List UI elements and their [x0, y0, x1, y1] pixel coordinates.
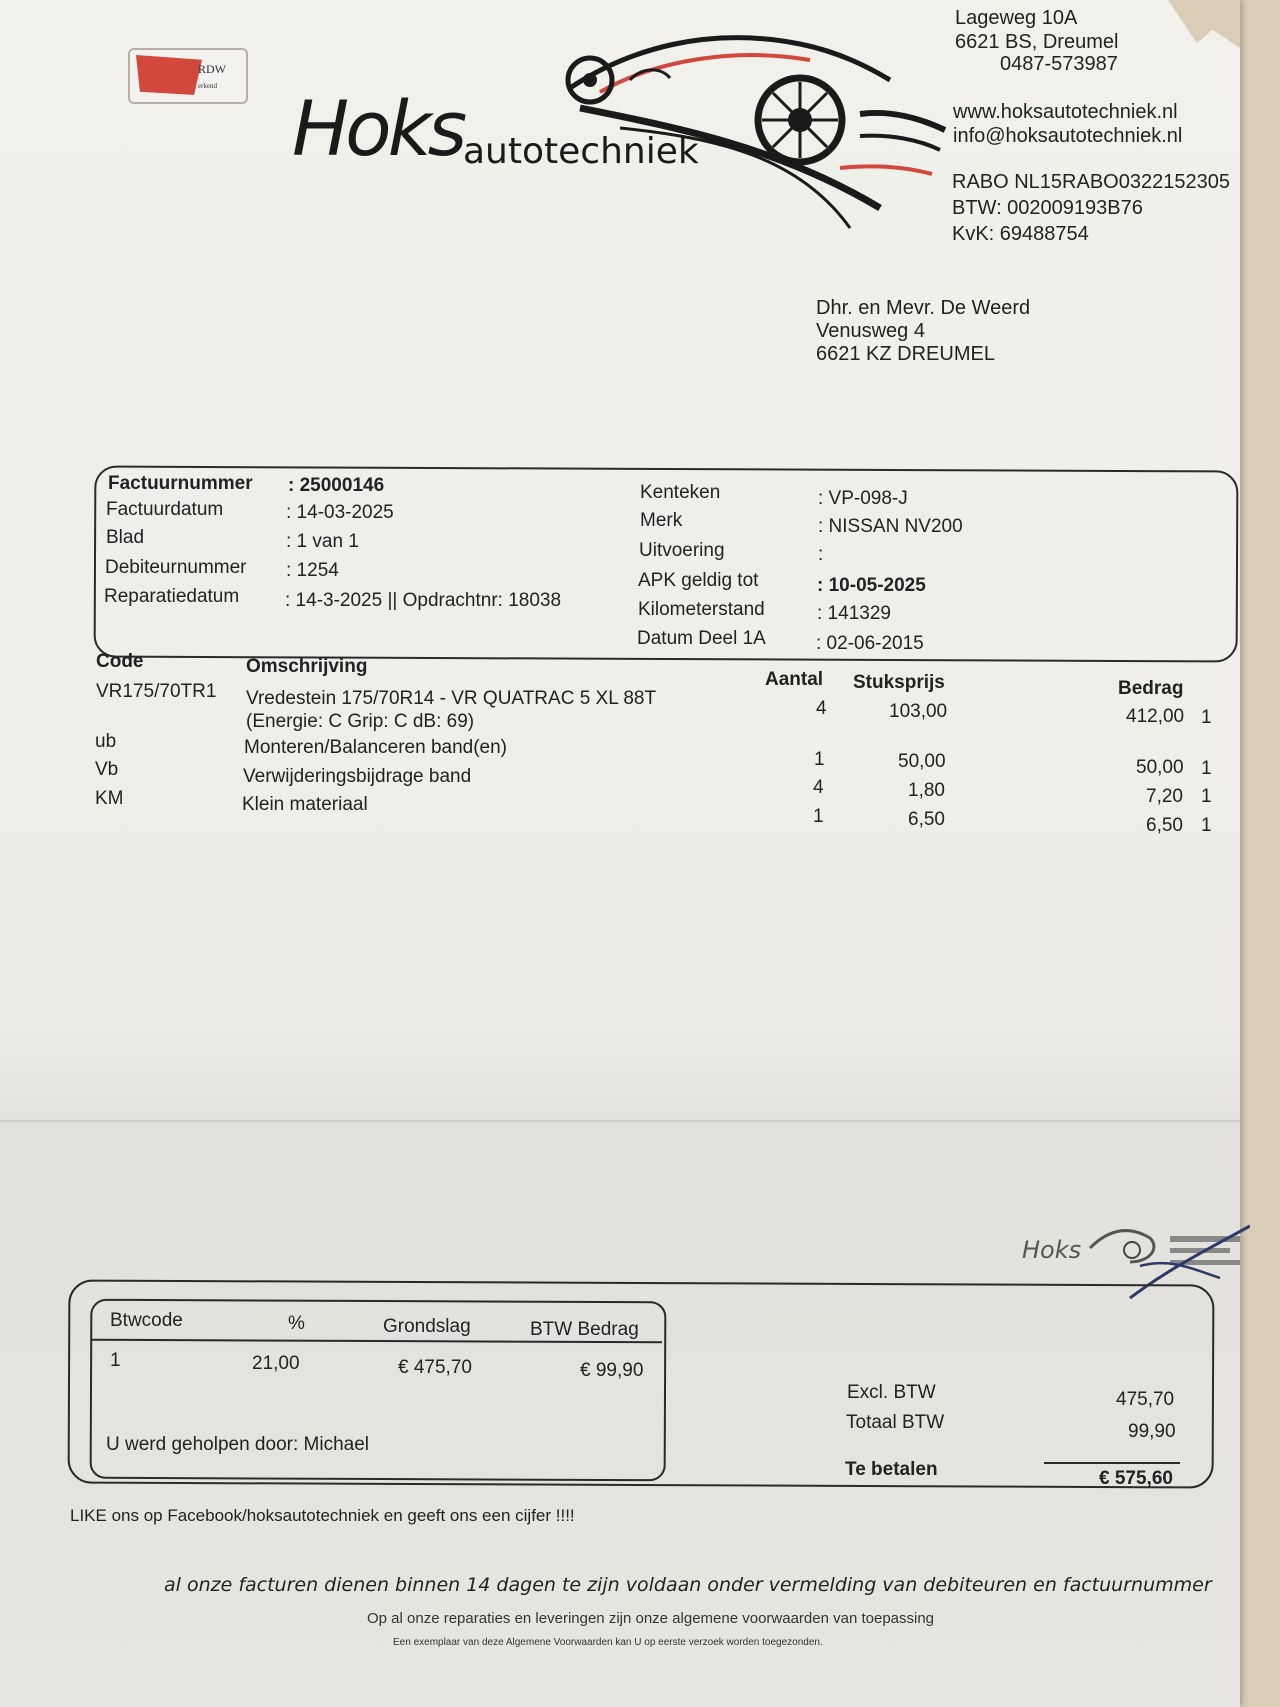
registration-date-value: : 02-06-2015 — [816, 633, 924, 654]
company-btw: BTW: 002009193B76 — [952, 197, 1143, 219]
general-terms: Op al onze reparaties en leveringen zijn onze algemene voorwaarden van toepassing — [367, 1610, 935, 1627]
brand-value: : NISSAN NV200 — [818, 516, 963, 537]
excl-vat-label: Excl. BTW — [847, 1382, 936, 1403]
item-amount: 50,00 — [1136, 757, 1184, 778]
item-description-extra: (Energie: C Grip: C dB: 69) — [246, 711, 475, 732]
vat-header-pct: % — [288, 1313, 305, 1334]
mileage-value: : 141329 — [817, 603, 891, 624]
item-code: Vb — [95, 759, 119, 780]
addressee-city: 6621 KZ DREUMEL — [816, 343, 995, 365]
mileage-label: Kilometerstand — [638, 599, 765, 620]
to-pay-value: € 575,60 — [1099, 1468, 1173, 1489]
item-amount: 7,20 — [1146, 786, 1183, 807]
paper-fold — [0, 1120, 1240, 1122]
item-amount: 412,00 — [1126, 706, 1185, 727]
company-address-line2: 6621 BS, Dreumel — [955, 31, 1119, 53]
page-value: : 1 van 1 — [286, 531, 359, 552]
debtor-number-label: Debiteurnummer — [105, 557, 247, 578]
apk-valid-label: APK geldig tot — [638, 570, 759, 591]
car-logo-icon — [560, 18, 950, 238]
item-vat-code: 1 — [1201, 786, 1212, 807]
rdw-label — [198, 62, 226, 92]
item-unit-price: 6,50 — [908, 809, 945, 830]
variant-value: : — [818, 544, 824, 565]
item-amount: 6,50 — [1146, 815, 1183, 836]
item-unit-price: 1,80 — [908, 780, 945, 801]
license-plate-value: : VP-098-J — [818, 488, 908, 509]
to-pay-label: Te betalen — [845, 1459, 938, 1480]
stamp-text: Hoks — [1022, 1236, 1082, 1264]
vat-header-code: Btwcode — [110, 1310, 183, 1331]
logo-subtitle: autotechniek — [463, 131, 699, 172]
repair-date-label: Reparatiedatum — [104, 586, 240, 607]
brand-label: Merk — [640, 510, 683, 531]
facebook-note: LIKE ons op Facebook/hoksautotechniek en geeft ons een cijfer !!!! — [70, 1506, 575, 1525]
invoice-number-label: Factuurnummer — [108, 473, 253, 494]
variant-label: Uitvoering — [639, 540, 725, 561]
item-vat-code: 1 — [1201, 758, 1212, 779]
company-email: info@hoksautotechniek.nl — [953, 125, 1183, 147]
registration-date-label: Datum Deel 1A — [637, 628, 766, 649]
vat-header-base: Grondslag — [383, 1316, 471, 1337]
item-description: Klein materiaal — [242, 794, 368, 815]
col-header-description: Omschrijving — [246, 656, 368, 677]
debtor-number-value: : 1254 — [286, 560, 339, 581]
rdw-flag-icon — [136, 55, 202, 95]
item-unit-price: 50,00 — [898, 751, 946, 772]
item-code: VR175/70TR1 — [96, 681, 217, 702]
rdw-sublabel: erkend — [198, 82, 218, 90]
total-vat-label: Totaal BTW — [846, 1412, 945, 1433]
item-code: ub — [95, 731, 117, 752]
invoice-date-label: Factuurdatum — [106, 499, 224, 520]
item-vat-code: 1 — [1201, 707, 1212, 728]
page-label: Blad — [106, 527, 145, 548]
vat-header-amount: BTW Bedrag — [530, 1319, 639, 1340]
invoice-number-value: : 25000146 — [288, 475, 385, 496]
item-qty: 1 — [814, 749, 825, 770]
item-vat-code: 1 — [1201, 815, 1212, 836]
col-header-unit-price: Stuksprijs — [853, 672, 945, 693]
item-description: Vredestein 175/70R14 - VR QUATRAC 5 XL 88T — [246, 688, 657, 709]
license-plate-label: Kenteken — [640, 482, 721, 503]
item-description: Monteren/Balanceren band(en) — [244, 737, 508, 758]
company-kvk: KvK: 69488754 — [952, 223, 1089, 245]
item-description: Verwijderingsbijdrage band — [243, 766, 472, 787]
item-code: KM — [95, 788, 124, 809]
vat-row-pct: 21,00 — [252, 1353, 300, 1374]
company-phone: 0487-573987 — [1000, 53, 1118, 75]
item-qty: 4 — [813, 777, 824, 798]
col-header-qty: Aantal — [765, 669, 824, 690]
vat-row-amount: € 99,90 — [580, 1360, 644, 1381]
vat-row-code: 1 — [110, 1350, 121, 1371]
company-website: www.hoksautotechniek.nl — [953, 101, 1178, 123]
company-bank: RABO NL15RABO0322152305 — [952, 171, 1230, 193]
vat-row-base: € 475,70 — [398, 1357, 472, 1378]
totals-divider — [1044, 1462, 1180, 1464]
item-qty: 1 — [813, 806, 824, 827]
col-header-amount: Bedrag — [1118, 678, 1184, 699]
addressee-name: Dhr. en Mevr. De Weerd — [816, 297, 1031, 319]
logo-name: Hoks — [292, 84, 464, 173]
rdw-badge — [128, 48, 248, 104]
excl-vat-value: 475,70 — [1116, 1389, 1175, 1410]
item-unit-price: 103,00 — [889, 701, 948, 722]
payment-terms: al onze facturen dienen binnen 14 dagen te zijn voldaan onder vermelding van debiteuren en factuurnummer — [164, 1574, 1212, 1596]
invoice-date-value: : 14-03-2025 — [286, 502, 394, 523]
general-terms-small: Een exemplaar van deze Algemene Voorwaarden kan U op eerste verzoek worden toegezonden. — [393, 1637, 823, 1648]
addressee-street: Venusweg 4 — [816, 320, 925, 342]
company-address-line1: Lageweg 10A — [955, 7, 1078, 29]
helped-by: U werd geholpen door: Michael — [106, 1434, 369, 1455]
rdw-label-text: RDW — [198, 62, 226, 76]
apk-valid-value: : 10-05-2025 — [817, 575, 926, 596]
total-vat-value: 99,90 — [1128, 1421, 1176, 1442]
col-header-code: Code — [96, 651, 144, 672]
item-qty: 4 — [816, 698, 827, 719]
repair-date-value: : 14-3-2025 || Opdrachtnr: 18038 — [285, 590, 562, 611]
